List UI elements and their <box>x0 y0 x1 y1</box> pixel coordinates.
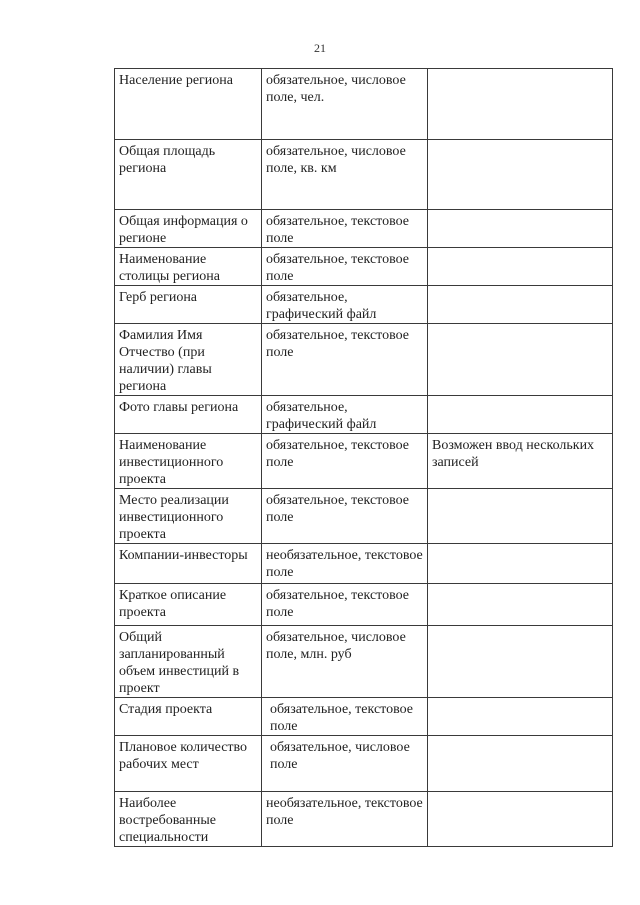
field-name-cell: Компании-инвесторы <box>115 544 262 584</box>
table-row <box>115 140 613 210</box>
table-row <box>115 248 613 286</box>
field-spec-cell: обязательное, текстовое поле <box>262 489 428 544</box>
table-row <box>115 210 613 248</box>
field-spec-cell: обязательное, текстовое поле <box>262 698 428 736</box>
field-spec-cell: обязательное, текстовое поле <box>262 324 428 396</box>
field-note-cell <box>428 69 613 140</box>
field-name-cell: Плановое количество рабочих мест <box>115 736 262 792</box>
field-note-cell <box>428 736 613 792</box>
field-name-cell: Наименование столицы региона <box>115 248 262 286</box>
field-note-cell <box>428 140 613 210</box>
field-note-cell: Возможен ввод нескольких записей <box>428 434 613 489</box>
field-name-cell: Наименование инвестиционного проекта <box>115 434 262 489</box>
field-note-cell <box>428 286 613 324</box>
field-note-cell <box>428 489 613 544</box>
table-row <box>115 489 613 544</box>
fields-table <box>114 68 613 847</box>
table-row <box>115 396 613 434</box>
field-name-cell: Фото главы региона <box>115 396 262 434</box>
field-spec-cell: обязательное, числовое поле <box>262 736 428 792</box>
table-row <box>115 69 613 140</box>
table-row <box>115 736 613 792</box>
table-row <box>115 286 613 324</box>
field-spec-cell: обязательное, текстовое поле <box>262 210 428 248</box>
field-note-cell <box>428 698 613 736</box>
field-name-cell: Наиболее востребованные специальности <box>115 792 262 847</box>
field-name-cell: Население региона <box>115 69 262 140</box>
table-row <box>115 324 613 396</box>
field-note-cell <box>428 792 613 847</box>
field-spec-cell: обязательное, текстовое поле <box>262 434 428 489</box>
field-note-cell <box>428 584 613 626</box>
field-note-cell <box>428 324 613 396</box>
field-note-cell <box>428 544 613 584</box>
field-name-cell: Герб региона <box>115 286 262 324</box>
field-name-cell: Стадия проекта <box>115 698 262 736</box>
field-name-cell: Общий запланированный объем инвестиций в проект <box>115 626 262 698</box>
field-spec-cell: обязательное, графический файл <box>262 396 428 434</box>
field-name-cell: Краткое описание проекта <box>115 584 262 626</box>
table-row <box>115 544 613 584</box>
table-row <box>115 626 613 698</box>
field-spec-cell: обязательное, графический файл <box>262 286 428 324</box>
field-name-cell: Общая площадь региона <box>115 140 262 210</box>
field-name-cell: Общая информация о регионе <box>115 210 262 248</box>
field-spec-cell: обязательное, числовое поле, млн. руб <box>262 626 428 698</box>
field-spec-cell: обязательное, числовое поле, чел. <box>262 69 428 140</box>
field-name-cell: Место реализации инвестиционного проекта <box>115 489 262 544</box>
field-spec-cell: необязательное, текстовое поле <box>262 544 428 584</box>
field-spec-cell: обязательное, текстовое поле <box>262 248 428 286</box>
page-number: 21 <box>314 41 326 55</box>
table-row <box>115 792 613 847</box>
field-note-cell <box>428 396 613 434</box>
field-spec-cell: необязательное, текстовое поле <box>262 792 428 847</box>
table-row <box>115 434 613 489</box>
field-spec-cell: обязательное, текстовое поле <box>262 584 428 626</box>
field-note-cell <box>428 626 613 698</box>
table-row <box>115 584 613 626</box>
table-row <box>115 698 613 736</box>
field-note-cell <box>428 210 613 248</box>
field-spec-cell: обязательное, числовое поле, кв. км <box>262 140 428 210</box>
field-name-cell: Фамилия Имя Отчество (при наличии) главы региона <box>115 324 262 396</box>
field-note-cell <box>428 248 613 286</box>
